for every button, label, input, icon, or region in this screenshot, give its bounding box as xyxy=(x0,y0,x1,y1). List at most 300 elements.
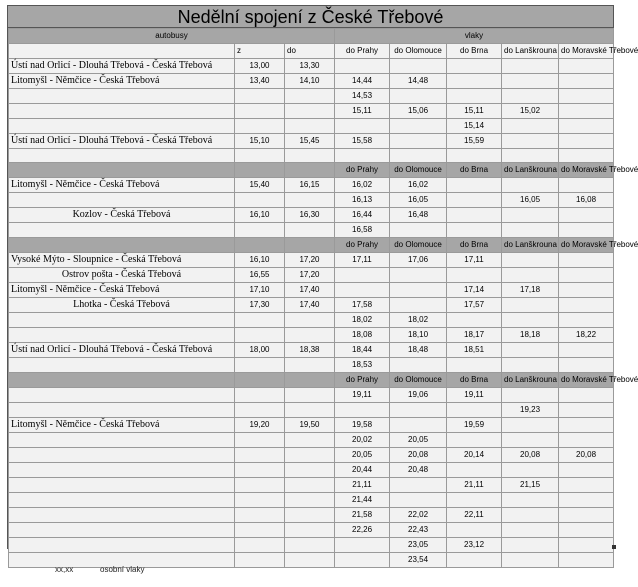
route-cell[interactable] xyxy=(9,463,235,478)
header-to[interactable]: do xyxy=(285,44,335,59)
route-cell[interactable]: Litomyšl - Němčice - Česká Třebová xyxy=(9,418,235,433)
departure-cell[interactable] xyxy=(235,478,285,493)
route-cell[interactable] xyxy=(9,119,235,134)
table-row xyxy=(9,343,614,358)
section-station-header[interactable]: do Brna xyxy=(447,238,502,253)
train-time-cell[interactable]: 19,11 xyxy=(335,388,390,403)
table-row xyxy=(9,104,614,119)
header-station[interactable]: do Prahy xyxy=(335,44,390,59)
train-time-cell[interactable]: 18,08 xyxy=(335,328,390,343)
train-time-cell[interactable] xyxy=(390,268,447,283)
route-cell[interactable] xyxy=(9,104,235,119)
section-station-header[interactable]: do Prahy xyxy=(335,373,390,388)
train-time-cell[interactable]: 16,48 xyxy=(390,208,447,223)
train-time-cell[interactable]: 18,02 xyxy=(335,313,390,328)
departure-cell[interactable] xyxy=(235,104,285,119)
section-station-header[interactable]: do Moravské Třebové xyxy=(559,238,614,253)
section-station-header[interactable]: do Lanškrouna xyxy=(502,163,559,178)
route-cell[interactable] xyxy=(9,358,235,373)
departure-cell[interactable]: 16,55 xyxy=(235,268,285,283)
arrival-cell[interactable]: 19,50 xyxy=(285,418,335,433)
arrival-cell[interactable] xyxy=(285,433,335,448)
header-station[interactable]: do Olomouce xyxy=(390,44,447,59)
route-cell[interactable] xyxy=(9,328,235,343)
route-cell[interactable] xyxy=(9,478,235,493)
train-time-cell[interactable] xyxy=(502,493,559,508)
departure-cell[interactable]: 16,10 xyxy=(235,253,285,268)
train-time-cell[interactable] xyxy=(559,478,614,493)
train-time-cell[interactable] xyxy=(447,178,502,193)
train-time-cell[interactable] xyxy=(390,149,447,163)
departure-cell[interactable] xyxy=(235,448,285,463)
train-time-cell[interactable] xyxy=(502,343,559,358)
train-time-cell[interactable] xyxy=(390,119,447,134)
arrival-cell[interactable] xyxy=(285,313,335,328)
train-time-cell[interactable] xyxy=(447,149,502,163)
arrival-cell[interactable] xyxy=(285,149,335,163)
train-time-cell[interactable] xyxy=(502,418,559,433)
train-time-cell[interactable] xyxy=(502,433,559,448)
train-time-cell[interactable] xyxy=(559,268,614,283)
train-time-cell[interactable] xyxy=(502,313,559,328)
departure-cell[interactable]: 15,40 xyxy=(235,178,285,193)
departure-cell[interactable]: 16,10 xyxy=(235,208,285,223)
table-row xyxy=(9,149,614,163)
header-station[interactable]: do Lanškrouna xyxy=(502,44,559,59)
table-row xyxy=(9,283,614,298)
route-cell[interactable]: Ostrov pošta - Česká Třebová xyxy=(9,268,235,283)
train-time-cell[interactable] xyxy=(559,283,614,298)
train-time-cell[interactable] xyxy=(559,553,614,568)
arrival-cell[interactable]: 16,30 xyxy=(285,208,335,223)
train-time-cell[interactable]: 14,44 xyxy=(335,74,390,89)
train-time-cell[interactable] xyxy=(559,208,614,223)
train-time-cell[interactable] xyxy=(502,223,559,238)
departure-cell[interactable] xyxy=(235,523,285,538)
train-time-cell[interactable]: 15,59 xyxy=(447,134,502,149)
train-time-cell[interactable] xyxy=(559,89,614,104)
arrival-cell[interactable]: 17,20 xyxy=(285,268,335,283)
train-time-cell[interactable] xyxy=(335,538,390,553)
train-time-cell[interactable]: 22,02 xyxy=(390,508,447,523)
route-cell[interactable]: Ústí nad Orlicí - Dlouhá Třebová - Česká Třebová xyxy=(9,343,235,358)
train-time-cell[interactable] xyxy=(502,208,559,223)
arrival-cell[interactable] xyxy=(285,193,335,208)
train-time-cell[interactable] xyxy=(335,59,390,74)
departure-cell[interactable] xyxy=(235,463,285,478)
train-time-cell[interactable] xyxy=(559,388,614,403)
train-time-cell[interactable]: 19,23 xyxy=(502,403,559,418)
route-cell[interactable] xyxy=(9,388,235,403)
separator-cell[interactable] xyxy=(285,238,335,253)
train-time-cell[interactable]: 18,22 xyxy=(559,328,614,343)
route-cell[interactable] xyxy=(9,433,235,448)
train-time-cell[interactable] xyxy=(502,508,559,523)
train-time-cell[interactable]: 14,53 xyxy=(335,89,390,104)
separator-cell[interactable] xyxy=(285,373,335,388)
train-time-cell[interactable] xyxy=(335,283,390,298)
train-time-cell[interactable]: 19,06 xyxy=(390,388,447,403)
train-time-cell[interactable]: 18,53 xyxy=(335,358,390,373)
train-time-cell[interactable] xyxy=(502,134,559,149)
table-row xyxy=(9,433,614,448)
header-buses[interactable]: autobusy xyxy=(9,29,335,44)
section-station-header[interactable]: do Lanškrouna xyxy=(502,373,559,388)
table-row xyxy=(9,268,614,283)
train-time-cell[interactable] xyxy=(390,358,447,373)
train-time-cell[interactable] xyxy=(447,223,502,238)
train-time-cell[interactable]: 21,44 xyxy=(335,493,390,508)
departure-cell[interactable] xyxy=(235,508,285,523)
arrival-cell[interactable] xyxy=(285,538,335,553)
section-station-header[interactable]: do Prahy xyxy=(335,163,390,178)
train-time-cell[interactable] xyxy=(447,74,502,89)
table-row xyxy=(9,74,614,89)
arrival-cell[interactable]: 13,30 xyxy=(285,59,335,74)
resize-handle[interactable] xyxy=(612,545,616,549)
departure-cell[interactable] xyxy=(235,553,285,568)
train-time-cell[interactable]: 20,48 xyxy=(390,463,447,478)
legend-sample: xx,xx xyxy=(55,565,74,574)
train-time-cell[interactable]: 16,58 xyxy=(335,223,390,238)
departure-cell[interactable] xyxy=(235,388,285,403)
train-time-cell[interactable] xyxy=(559,538,614,553)
header-station[interactable]: do Moravské Třebové xyxy=(559,44,614,59)
route-cell[interactable] xyxy=(9,223,235,238)
train-time-cell[interactable]: 17,11 xyxy=(335,253,390,268)
train-time-cell[interactable]: 23,12 xyxy=(447,538,502,553)
departure-cell[interactable] xyxy=(235,538,285,553)
train-time-cell[interactable] xyxy=(390,418,447,433)
train-time-cell[interactable] xyxy=(502,538,559,553)
train-time-cell[interactable]: 15,02 xyxy=(502,104,559,119)
train-time-cell[interactable] xyxy=(335,268,390,283)
train-time-cell[interactable] xyxy=(502,74,559,89)
train-time-cell[interactable] xyxy=(390,298,447,313)
route-cell[interactable] xyxy=(9,403,235,418)
train-time-cell[interactable] xyxy=(447,358,502,373)
route-cell[interactable] xyxy=(9,523,235,538)
train-time-cell[interactable]: 14,48 xyxy=(390,74,447,89)
train-time-cell[interactable] xyxy=(390,478,447,493)
train-time-cell[interactable]: 16,13 xyxy=(335,193,390,208)
route-cell[interactable] xyxy=(9,193,235,208)
train-time-cell[interactable]: 15,06 xyxy=(390,104,447,119)
train-time-cell[interactable]: 16,02 xyxy=(390,178,447,193)
train-time-cell[interactable] xyxy=(559,493,614,508)
arrival-cell[interactable]: 17,40 xyxy=(285,283,335,298)
table-row xyxy=(9,478,614,493)
route-cell[interactable]: Kozlov - Česká Třebová xyxy=(9,208,235,223)
arrival-cell[interactable] xyxy=(285,463,335,478)
train-time-cell[interactable]: 20,02 xyxy=(335,433,390,448)
train-time-cell[interactable]: 20,08 xyxy=(559,448,614,463)
train-time-cell[interactable] xyxy=(335,403,390,418)
departure-cell[interactable]: 19,20 xyxy=(235,418,285,433)
train-time-cell[interactable] xyxy=(390,283,447,298)
route-cell[interactable]: Lhotka - Česká Třebová xyxy=(9,298,235,313)
train-time-cell[interactable] xyxy=(559,343,614,358)
table-row xyxy=(9,223,614,238)
table-row xyxy=(9,508,614,523)
arrival-cell[interactable] xyxy=(285,223,335,238)
section-station-header[interactable]: do Brna xyxy=(447,163,502,178)
train-time-cell[interactable] xyxy=(447,313,502,328)
departure-cell[interactable]: 13,00 xyxy=(235,59,285,74)
header-station[interactable]: do Brna xyxy=(447,44,502,59)
arrival-cell[interactable] xyxy=(285,89,335,104)
section-station-header[interactable]: do Olomouce xyxy=(390,373,447,388)
train-time-cell[interactable]: 15,58 xyxy=(335,134,390,149)
arrival-cell[interactable] xyxy=(285,403,335,418)
train-time-cell[interactable] xyxy=(335,119,390,134)
separator-cell[interactable] xyxy=(235,238,285,253)
train-time-cell[interactable] xyxy=(502,59,559,74)
separator-cell[interactable] xyxy=(9,373,235,388)
route-cell[interactable] xyxy=(9,448,235,463)
departure-cell[interactable] xyxy=(235,223,285,238)
train-time-cell[interactable]: 20,08 xyxy=(390,448,447,463)
arrival-cell[interactable] xyxy=(285,388,335,403)
route-cell[interactable] xyxy=(9,89,235,104)
timetable xyxy=(8,28,638,568)
arrival-cell[interactable]: 18,38 xyxy=(285,343,335,358)
train-time-cell[interactable] xyxy=(502,89,559,104)
train-time-cell[interactable] xyxy=(559,104,614,119)
train-time-cell[interactable] xyxy=(502,149,559,163)
train-time-cell[interactable] xyxy=(447,523,502,538)
train-time-cell[interactable] xyxy=(502,119,559,134)
departure-cell[interactable] xyxy=(235,433,285,448)
train-time-cell[interactable] xyxy=(447,59,502,74)
route-cell[interactable] xyxy=(9,508,235,523)
train-time-cell[interactable] xyxy=(390,223,447,238)
train-time-cell[interactable]: 18,02 xyxy=(390,313,447,328)
route-cell[interactable]: Litomyšl - Němčice - Česká Třebová xyxy=(9,178,235,193)
train-time-cell[interactable] xyxy=(390,89,447,104)
train-time-cell[interactable]: 16,02 xyxy=(335,178,390,193)
train-time-cell[interactable] xyxy=(502,358,559,373)
arrival-cell[interactable] xyxy=(285,119,335,134)
train-time-cell[interactable]: 23,05 xyxy=(390,538,447,553)
train-time-cell[interactable] xyxy=(447,89,502,104)
separator-cell[interactable] xyxy=(235,163,285,178)
train-time-cell[interactable] xyxy=(447,268,502,283)
route-cell[interactable]: Ústí nad Orlicí - Dlouhá Třebová - Česká Třebová xyxy=(9,134,235,149)
departure-cell[interactable] xyxy=(235,328,285,343)
departure-cell[interactable] xyxy=(235,89,285,104)
train-time-cell[interactable]: 17,58 xyxy=(335,298,390,313)
train-time-cell[interactable] xyxy=(390,59,447,74)
route-cell[interactable] xyxy=(9,313,235,328)
train-time-cell[interactable] xyxy=(447,553,502,568)
train-time-cell[interactable]: 19,58 xyxy=(335,418,390,433)
train-time-cell[interactable] xyxy=(559,178,614,193)
train-time-cell[interactable]: 17,18 xyxy=(502,283,559,298)
train-time-cell[interactable] xyxy=(335,553,390,568)
arrival-cell[interactable] xyxy=(285,508,335,523)
table-row xyxy=(9,538,614,553)
header-route[interactable] xyxy=(9,44,235,59)
train-time-cell[interactable] xyxy=(447,463,502,478)
arrival-cell[interactable] xyxy=(285,523,335,538)
train-time-cell[interactable] xyxy=(559,403,614,418)
train-time-cell[interactable] xyxy=(559,418,614,433)
arrival-cell[interactable] xyxy=(285,493,335,508)
route-cell[interactable] xyxy=(9,538,235,553)
route-cell[interactable]: Litomyšl - Němčice - Česká Třebová xyxy=(9,74,235,89)
separator-cell[interactable] xyxy=(285,163,335,178)
train-time-cell[interactable]: 16,05 xyxy=(390,193,447,208)
train-time-cell[interactable] xyxy=(559,149,614,163)
section-station-header[interactable]: do Olomouce xyxy=(390,163,447,178)
train-time-cell[interactable] xyxy=(559,523,614,538)
train-time-cell[interactable] xyxy=(559,134,614,149)
train-time-cell[interactable] xyxy=(447,193,502,208)
train-time-cell[interactable]: 18,18 xyxy=(502,328,559,343)
train-time-cell[interactable]: 17,14 xyxy=(447,283,502,298)
section-station-header[interactable]: do Moravské Třebové xyxy=(559,163,614,178)
table-row xyxy=(9,403,614,418)
train-time-cell[interactable] xyxy=(559,508,614,523)
arrival-cell[interactable]: 14,10 xyxy=(285,74,335,89)
train-time-cell[interactable] xyxy=(502,253,559,268)
train-time-cell[interactable] xyxy=(447,403,502,418)
train-time-cell[interactable] xyxy=(559,313,614,328)
departure-cell[interactable]: 15,10 xyxy=(235,134,285,149)
train-time-cell[interactable] xyxy=(390,493,447,508)
train-time-cell[interactable]: 16,05 xyxy=(502,193,559,208)
departure-cell[interactable] xyxy=(235,313,285,328)
route-cell[interactable]: Litomyšl - Němčice - Česká Třebová xyxy=(9,283,235,298)
departure-cell[interactable]: 13,40 xyxy=(235,74,285,89)
departure-cell[interactable] xyxy=(235,119,285,134)
train-time-cell[interactable] xyxy=(502,463,559,478)
train-time-cell[interactable] xyxy=(447,493,502,508)
train-time-cell[interactable]: 18,48 xyxy=(390,343,447,358)
train-time-cell[interactable]: 18,51 xyxy=(447,343,502,358)
train-time-cell[interactable] xyxy=(390,134,447,149)
arrival-cell[interactable] xyxy=(285,478,335,493)
departure-cell[interactable]: 18,00 xyxy=(235,343,285,358)
table-row xyxy=(9,178,614,193)
train-time-cell[interactable] xyxy=(502,268,559,283)
train-time-cell[interactable] xyxy=(390,403,447,418)
train-time-cell[interactable] xyxy=(335,149,390,163)
train-time-cell[interactable] xyxy=(559,358,614,373)
departure-cell[interactable] xyxy=(235,403,285,418)
train-time-cell[interactable]: 18,17 xyxy=(447,328,502,343)
train-time-cell[interactable] xyxy=(559,433,614,448)
train-time-cell[interactable]: 18,10 xyxy=(390,328,447,343)
train-time-cell[interactable]: 22,26 xyxy=(335,523,390,538)
train-time-cell[interactable]: 21,15 xyxy=(502,478,559,493)
arrival-cell[interactable]: 17,20 xyxy=(285,253,335,268)
train-time-cell[interactable]: 23,54 xyxy=(390,553,447,568)
section-station-header[interactable]: do Brna xyxy=(447,373,502,388)
train-time-cell[interactable]: 20,14 xyxy=(447,448,502,463)
arrival-cell[interactable] xyxy=(285,104,335,119)
route-cell[interactable]: Ústí nad Orlicí - Dlouhá Třebová - Česká Třebová xyxy=(9,59,235,74)
arrival-cell[interactable]: 16,15 xyxy=(285,178,335,193)
train-time-cell[interactable] xyxy=(502,523,559,538)
train-time-cell[interactable]: 17,06 xyxy=(390,253,447,268)
table-row xyxy=(9,463,614,478)
train-time-cell[interactable]: 22,11 xyxy=(447,508,502,523)
separator-cell[interactable] xyxy=(9,163,235,178)
train-time-cell[interactable] xyxy=(559,463,614,478)
train-time-cell[interactable]: 17,57 xyxy=(447,298,502,313)
train-time-cell[interactable]: 15,14 xyxy=(447,119,502,134)
route-cell[interactable] xyxy=(9,493,235,508)
train-time-cell[interactable] xyxy=(502,178,559,193)
section-station-header[interactable]: do Olomouce xyxy=(390,238,447,253)
train-time-cell[interactable]: 19,59 xyxy=(447,418,502,433)
train-time-cell[interactable]: 19,11 xyxy=(447,388,502,403)
departure-cell[interactable]: 17,30 xyxy=(235,298,285,313)
arrival-cell[interactable] xyxy=(285,448,335,463)
train-time-cell[interactable]: 18,44 xyxy=(335,343,390,358)
train-time-cell[interactable]: 22,43 xyxy=(390,523,447,538)
train-time-cell[interactable]: 15,11 xyxy=(335,104,390,119)
train-time-cell[interactable] xyxy=(559,74,614,89)
train-time-cell[interactable] xyxy=(502,388,559,403)
train-time-cell[interactable] xyxy=(559,119,614,134)
train-time-cell[interactable]: 21,11 xyxy=(335,478,390,493)
departure-cell[interactable] xyxy=(235,193,285,208)
section-station-header[interactable]: do Lanškrouna xyxy=(502,238,559,253)
train-time-cell[interactable] xyxy=(559,223,614,238)
departure-cell[interactable] xyxy=(235,493,285,508)
departure-cell[interactable] xyxy=(235,149,285,163)
train-time-cell[interactable]: 16,08 xyxy=(559,193,614,208)
train-time-cell[interactable]: 20,08 xyxy=(502,448,559,463)
arrival-cell[interactable] xyxy=(285,328,335,343)
train-time-cell[interactable] xyxy=(559,298,614,313)
route-cell[interactable]: Vysoké Mýto - Sloupnice - Česká Třebová xyxy=(9,253,235,268)
train-time-cell[interactable]: 16,44 xyxy=(335,208,390,223)
departure-cell[interactable]: 17,10 xyxy=(235,283,285,298)
separator-cell[interactable] xyxy=(235,373,285,388)
section-station-header[interactable]: do Prahy xyxy=(335,238,390,253)
route-cell[interactable] xyxy=(9,149,235,163)
train-time-cell[interactable] xyxy=(559,253,614,268)
separator-cell[interactable] xyxy=(9,238,235,253)
section-station-header[interactable]: do Moravské Třebové xyxy=(559,373,614,388)
arrival-cell[interactable]: 17,40 xyxy=(285,298,335,313)
arrival-cell[interactable] xyxy=(285,553,335,568)
arrival-cell[interactable]: 15,45 xyxy=(285,134,335,149)
train-time-cell[interactable] xyxy=(559,59,614,74)
legend-text: osobní vlaky xyxy=(100,565,145,574)
train-time-cell[interactable] xyxy=(502,298,559,313)
train-time-cell[interactable]: 21,11 xyxy=(447,478,502,493)
header-trains[interactable]: vlaky xyxy=(335,29,614,44)
train-time-cell[interactable]: 15,11 xyxy=(447,104,502,119)
train-time-cell[interactable] xyxy=(502,553,559,568)
train-time-cell[interactable]: 17,11 xyxy=(447,253,502,268)
train-time-cell[interactable] xyxy=(447,433,502,448)
departure-cell[interactable] xyxy=(235,358,285,373)
train-time-cell[interactable]: 21,58 xyxy=(335,508,390,523)
header-from[interactable]: z xyxy=(235,44,285,59)
arrival-cell[interactable] xyxy=(285,358,335,373)
train-time-cell[interactable] xyxy=(447,208,502,223)
train-time-cell[interactable]: 20,05 xyxy=(390,433,447,448)
train-time-cell[interactable]: 20,44 xyxy=(335,463,390,478)
table-row xyxy=(9,418,614,433)
train-time-cell[interactable]: 20,05 xyxy=(335,448,390,463)
